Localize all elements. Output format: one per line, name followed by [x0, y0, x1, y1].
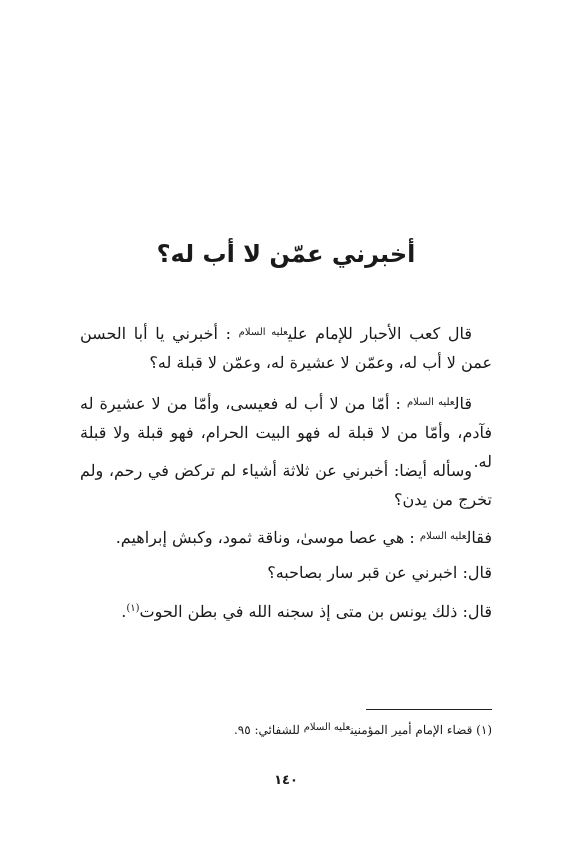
p3-text: وسأله أيضا: أخبرني عن ثلاثة أشياء لم تركض في رحم، ولم تخرج من يدن؟ [80, 461, 492, 509]
honorific-mark: عليه السلام [303, 722, 351, 733]
p1-text-end: : أخبرني يا أبا الحسن عمن لا أب له، وعمّن لا عشيرة له، وعمّن لا قبلة له؟ [80, 324, 492, 372]
paragraph-question-2 [80, 456, 492, 514]
footnote-reference[interactable]: (١) [126, 603, 140, 614]
p6-text: قال: ذلك يونس بن متى إذ سجنه الله في بطن الحوت [139, 602, 492, 621]
footnote-text-end: للشفائي: ٩٥. [233, 723, 304, 737]
p2-text-start: قال [454, 394, 472, 413]
paragraph-answer-3 [102, 594, 492, 626]
p6-text-end: . [121, 602, 127, 621]
p4-text-start: فقال [466, 528, 492, 547]
footnote [234, 718, 492, 740]
footnote-number: (١) [476, 723, 492, 737]
section-title: أخبرني عمّن لا أب له؟ [156, 240, 416, 268]
p5-text: قال: اخبرني عن قبر سار بصاحبه؟ [267, 563, 492, 582]
p4-text-end: : هي عصا موسىٰ، وناقة ثمود، وكبش إبراهيم. [115, 528, 420, 547]
footnote-divider [366, 709, 492, 710]
paragraph-question-3 [102, 558, 492, 587]
p2-text-end: : أمّا من لا أب له فعيسى، وأمّا من لا عشيرة له فآدم، وأمّا من لا قبلة له فهو البيت الحرام، فهو قبلة ولا قبلة له. [80, 394, 492, 471]
honorific-mark: عليه السلام [238, 327, 288, 338]
paragraph-answer-2 [102, 522, 492, 552]
p1-text-start: قال كعب الأحبار للإمام علي [287, 324, 472, 343]
footnote-text-start: قضاء الإمام أمير المؤمنين [350, 723, 473, 737]
honorific-mark: عليه السلام [406, 397, 455, 408]
honorific-mark: عليه السلام [419, 531, 467, 542]
paragraph-question-1 [80, 318, 492, 377]
page-number: ١٤٠ [274, 773, 298, 788]
